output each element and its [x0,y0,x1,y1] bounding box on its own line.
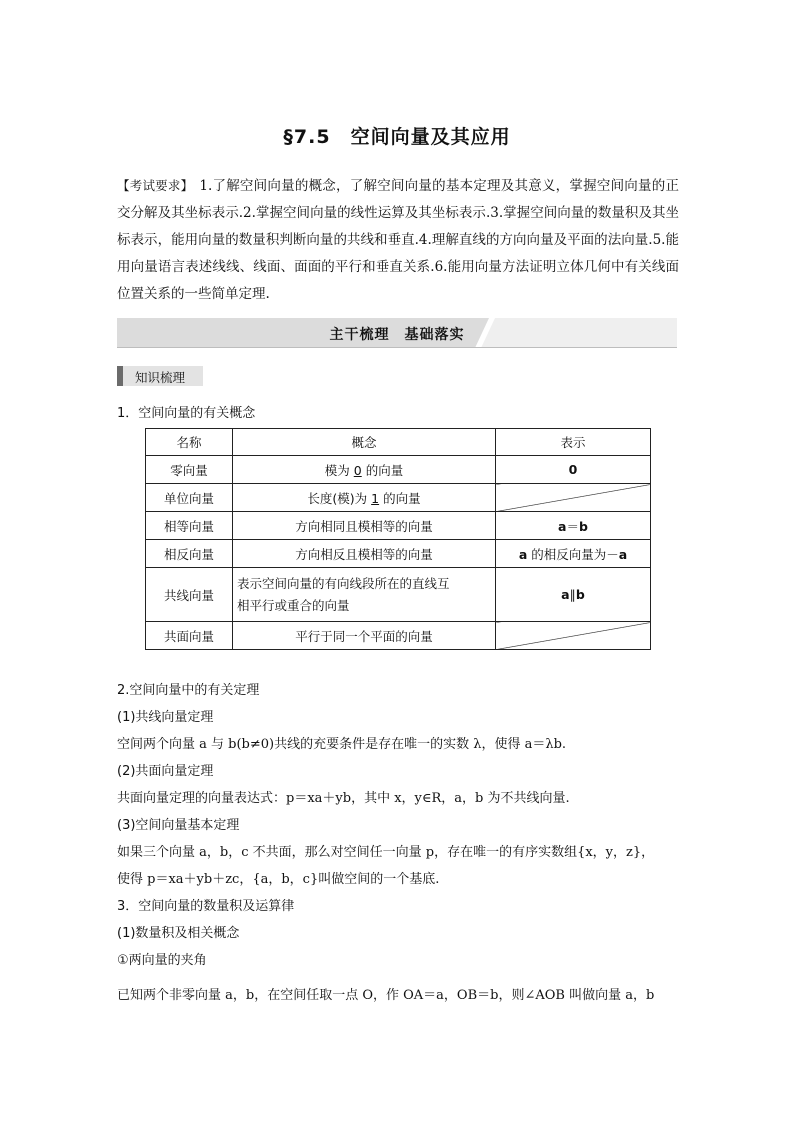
row-name: 相等向量 [146,512,233,540]
theorem-1-title: (1)共线向量定理 [117,710,214,725]
row-concept: 方向相同且模相等的向量 [233,512,496,540]
concept-table [145,428,651,650]
table-row [146,512,651,540]
row-notation-empty [496,484,651,512]
heading-3: 3．空间向量的数量积及运算律 [117,899,295,914]
row-name: 共面向量 [146,622,233,650]
header-cell: 名称 [146,429,233,456]
heading-1: 1．空间向量的有关概念 [117,406,256,421]
row-notation: a∥b [496,568,651,622]
requirements-label: 【考试要求】 [117,178,194,193]
row-name: 共线向量 [146,568,233,622]
table-row [146,540,651,568]
section-tag [117,366,203,386]
table-header-row [146,429,651,456]
row-concept: 长度(模)为 1 的向量 [233,484,496,512]
row-concept: 平行于同一个平面的向量 [233,622,496,650]
header-cell: 概念 [233,429,496,456]
table-row [146,622,651,650]
row-name: 零向量 [146,456,233,484]
page-title: §7.5 空间向量及其应用 [283,126,511,148]
subheading-1: (1)数量积及相关概念 [117,926,240,941]
theorem-2-text: 共面向量定理的向量表达式：p＝xa＋yb，其中 x，y∈R，a，b 为不共线向量. [117,791,570,806]
table-row [146,484,651,512]
row-notation-empty [496,622,651,650]
row-name: 单位向量 [146,484,233,512]
header-cell: 表示 [496,429,651,456]
banner-text: 主干梳理 基础落实 [329,327,465,343]
row-notation: a＝b [496,512,651,540]
theorem-3-title: (3)空间向量基本定理 [117,818,240,833]
angle-definition-text: 已知两个非零向量 a，b，在空间任取一点 O，作 OA＝a，OB＝b，则∠AOB 叫做向量 a，b [117,988,655,1003]
section-banner [117,318,677,348]
row-concept: 方向相反且模相等的向量 [233,540,496,568]
tag-bar [117,366,123,386]
row-name: 相反向量 [146,540,233,568]
table-row [146,456,651,484]
theorem-1-text: 空间两个向量 a 与 b(b≠0)共线的充要条件是存在唯一的实数 λ，使得 a＝λb. [117,737,567,752]
row-notation: 0 [496,456,651,484]
row-notation: a 的相反向量为－a [496,540,651,568]
row-concept: 模为 0 的向量 [233,456,496,484]
requirements-text: 1.了解空间向量的概念，了解空间向量的基本定理及其意义，掌握空间向量的正交分解及其坐标表示.2.掌握空间向量的线性运算及其坐标表示.3.掌握空间向量的数量积及其坐标表示，能用向量的数量积判断向量的共线和垂直.4.理解直线的方向向量及平面的法向量.5.能用向量语言表述线线、线面、面面的平行和垂直关系.6.能用向量方法证明立体几何中有关线面位置关系的一些简单定理. [117,178,679,302]
section-tag-label: 知识梳理 [135,370,186,385]
subheading-2: ①两向量的夹角 [117,953,207,968]
heading-2: 2.空间向量中的有关定理 [117,683,260,698]
row-concept: 表示空间向量的有向线段所在的直线互 相平行或重合的向量 [233,568,496,622]
theorem-3-line-2: 使得 p＝xa＋yb＋zc，{a，b，c}叫做空间的一个基底. [117,872,440,887]
theorem-2-title: (2)共面向量定理 [117,764,214,779]
exam-requirements [117,172,679,308]
table-row [146,568,651,622]
theorem-3-line-1: 如果三个向量 a，b，c 不共面，那么对空间任一向量 p，存在唯一的有序实数组{x，y，z}， [117,845,655,860]
